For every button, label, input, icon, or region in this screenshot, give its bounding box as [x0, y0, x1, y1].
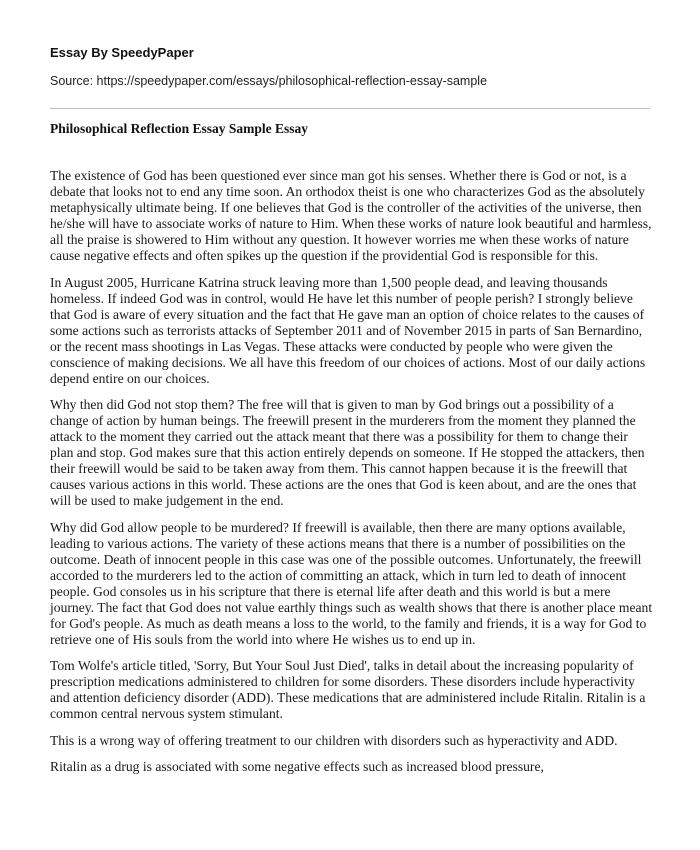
- essay-paragraph: The existence of God has been questioned ever since man got his senses. Whether there is God or not, is a debate that looks not to end any time soon. An orthodox theist is one who characterizes God as the absolutely metaphysically ultimate being. If one believes that God is the controller of the activities of the universe, then he/she will have to associate works of nature to Him. When these works of nature look beautiful and harmless, all the praise is showered to Him without any question. It however worries me when these works of nature cause negative effects and often spikes up the question if the providential God is responsible for this.: [50, 168, 652, 263]
- essay-paragraph: This is a wrong way of offering treatment to our children with disorders such as hyperactivity and ADD.: [50, 732, 618, 748]
- essay-title: Philosophical Reflection Essay Sample Essay: [50, 121, 309, 136]
- header-divider: [50, 108, 650, 109]
- source-link[interactable]: Source: https://speedypaper.com/essays/philosophical-reflection-essay-sample: [50, 74, 488, 88]
- essay-paragraph: Why did God allow people to be murdered? If freewill is available, then there are many options available, leading to various actions. The variety of these actions means that there is a number of possibilities on the outcome. Death of innocent people in this case was one of the possible outcomes. Unfortunately, the freewill accorded to the murderers led to the action of committing an attack, which in turn led to death of innocent people. God consoles us in his scripture that there is eternal life after death and this world is but a mere journey. The fact that God does not value earthly things such as wealth shows that there is another place meant for God's people. As much as death means a loss to the world, to the family and friends, it is a way for God to retrieve one of His souls from the world into where He wishes us to end up in.: [50, 519, 653, 647]
- essay-paragraph: Tom Wolfe's article titled, 'Sorry, But Your Soul Just Died', talks in detail about the increasing popularity of prescription medications administered to children for some disorders. These disorders include hyperactivity and attention deficiency disorder (ADD). These medications that are administered include Ritalin. Ritalin is a common central nervous system stimulant.: [50, 658, 646, 721]
- essay-body: [50, 168, 654, 786]
- essay-paragraph: In August 2005, Hurricane Katrina struck leaving more than 1,500 people dead, and leaving thousands homeless. If indeed God was in control, would He have let this number of people perish? I strongly believe that God is aware of every situation and the fact that He gave man an option of choice relates to the causes of some actions such as terrorists attacks of September 2011 and of November 2015 in parts of San Bernardino, or the recent mass shootings in Las Vegas. These attacks were conducted by people who were given the conscience of making decisions. We all have this freedom of our choices of actions. Most of our daily actions depend entire on our choices.: [50, 274, 646, 386]
- essay-paragraph: Ritalin as a drug is associated with some negative effects such as increased blood pressure,: [50, 759, 544, 774]
- essay-paragraph: Why then did God not stop them? The free will that is given to man by God brings out a possibility of a change of action by human beings. The freewill present in the murderers from the moment they planned the attack to the moment they carried out the attack meant that there was a possibility for them to change their plan and stop. God makes sure that this action entirely depends on someone. If He stopped the attackers, then their freewill would be said to be taken away from them. This cannot happen because it is the freewill that causes various actions in this world. These actions are the ones that God is keen about, and are the ones that will be used to make judgement in the end.: [50, 397, 645, 508]
- document-header-title: Essay By SpeedyPaper: [50, 45, 194, 60]
